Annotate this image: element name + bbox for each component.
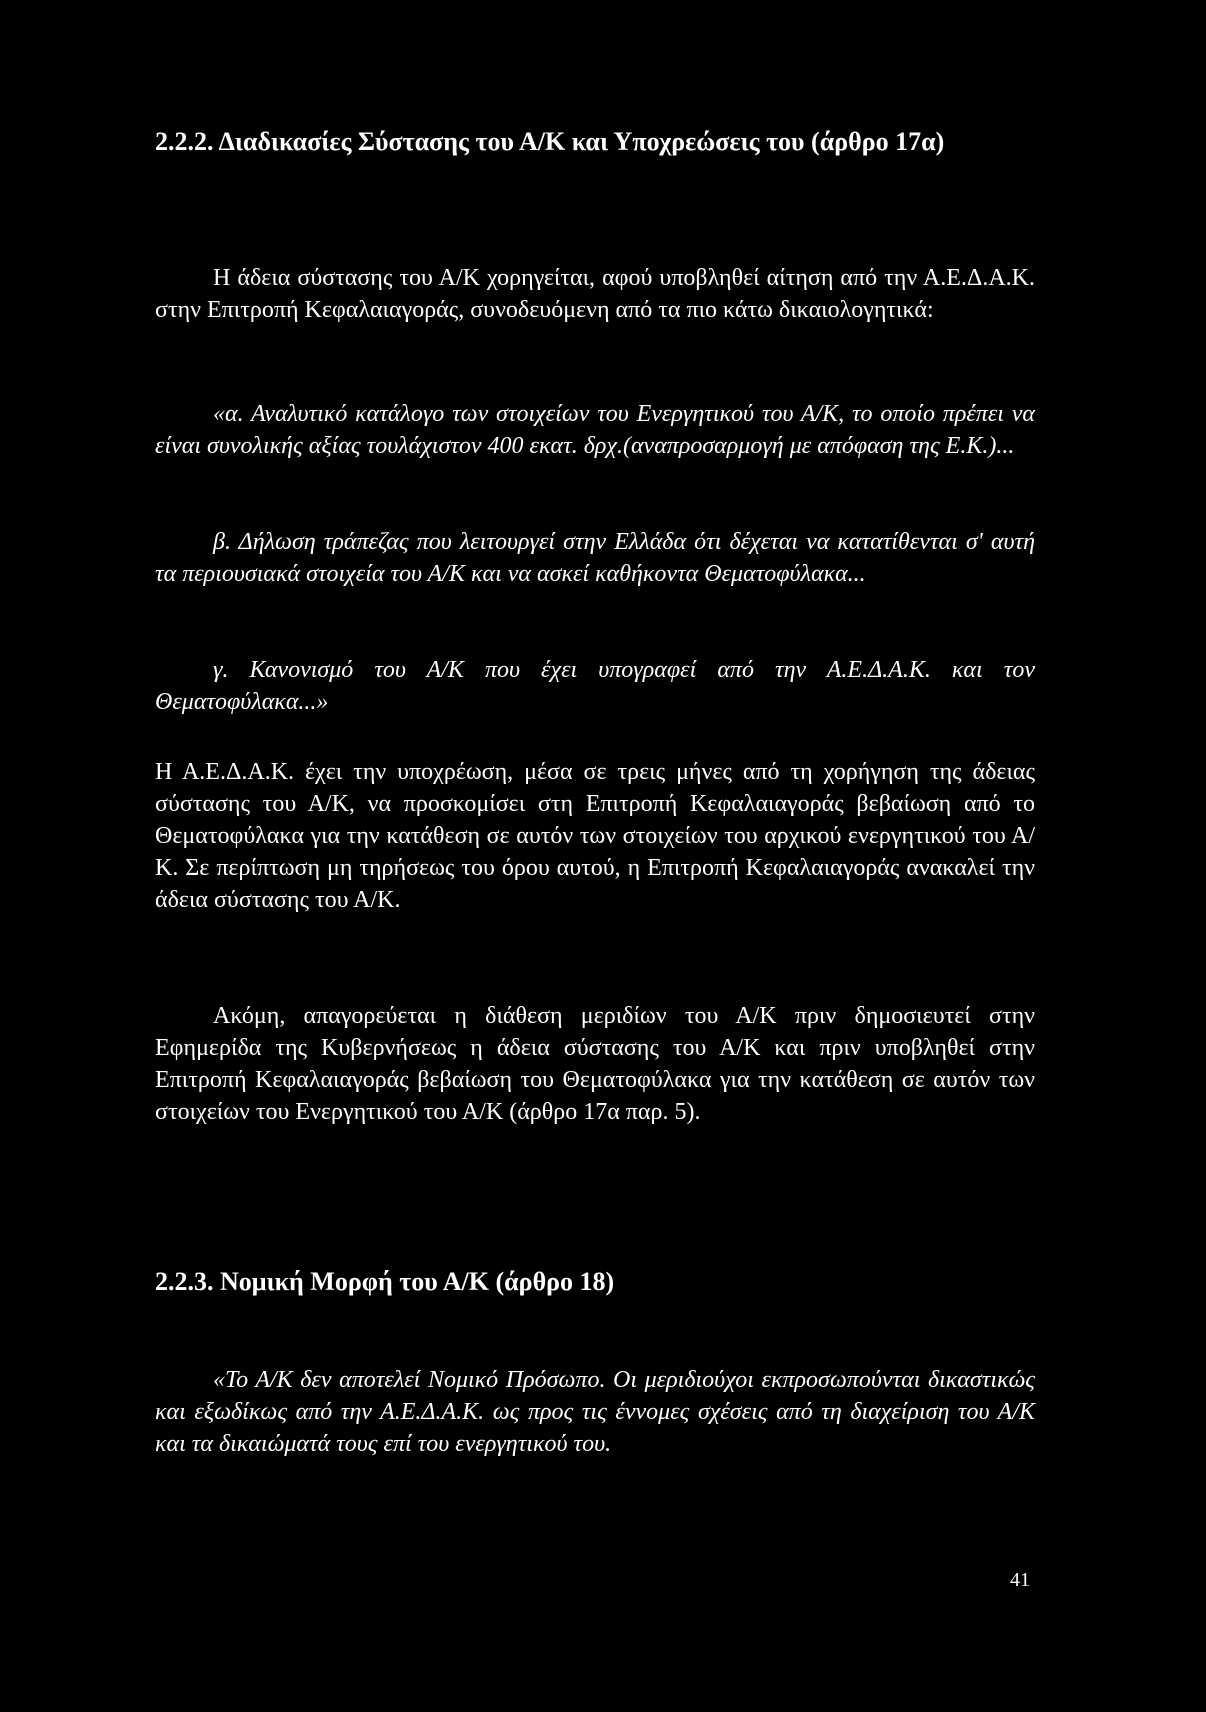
obligation-paragraph: Η Α.Ε.Δ.Α.Κ. έχει την υποχρέωση, μέσα σε τρεις μήνες από τη χορήγηση της άδειας σύστασης του Α/Κ, να προσκομίσει στη Επιτροπή Κεφαλαιαγοράς βεβαίωση από το Θεματοφύλακα για την κατάθεση σε αυτόν των στοιχείων του αρχικού ενεργητικού του Α/Κ. Σε περίπτωση μη τηρήσεως του όρου αυτού, η Επιτροπή Κεφαλαιαγοράς ανακαλεί την άδεια σύστασης του Α/Κ. xyxy=(155,759,1035,913)
prohibition-paragraph: Ακόμη, απαγορεύεται η διάθεση μεριδίων του Α/Κ πριν δημοσιευτεί στην Εφημερίδα της Κυβερνήσεως η άδεια σύστασης του Α/Κ και πριν υποβληθεί στην Επιτροπή Κεφαλαιαγοράς βεβαίωση του Θεματοφύλακα για την κατάθεση σε αυτόν των στοιχείων του Ενεργητικού του Α/Κ (άρθρο 17α παρ. 5). xyxy=(155,1003,1035,1125)
list-item-b: β. Δήλωση τράπεζας που λειτουργεί στην Ελλάδα ότι δέχεται να κατατίθενται σ' αυτή τα περιουσιακά στοιχεία του Α/Κ και να ασκεί καθήκοντα Θεματοφύλακα... xyxy=(155,529,1035,587)
section-heading-2-2-3: 2.2.3. Νομική Μορφή του Α/Κ (άρθρο 18) xyxy=(155,1267,615,1296)
list-item-c: γ. Κανονισμό του Α/Κ που έχει υπογραφεί από την Α.Ε.Δ.Α.Κ. και τον Θεματοφύλακα...» xyxy=(155,657,1035,715)
section-heading-2-2-2: 2.2.2. Διαδικασίες Σύστασης του Α/Κ και Υποχρεώσεις του (άρθρο 17α) xyxy=(155,127,945,156)
page-number: 41 xyxy=(1010,1569,1030,1591)
list-item-a: «α. Αναλυτικό κατάλογο των στοιχείων του Ενεργητικού του Α/Κ, το οποίο πρέπει να είναι συνολικής αξίας τουλάχιστον 400 εκατ. δρχ.(αναπροσαρμογή με απόφαση της Ε.Κ.)... xyxy=(155,401,1035,459)
legal-form-quote: «Το Α/Κ δεν αποτελεί Νομικό Πρόσωπο. Οι μεριδιούχοι εκπροσωπούνται δικαστικώς και εξωδίκως από την Α.Ε.Δ.Α.Κ. ως προς τις έννομες σχέσεις από τη διαχείριση του Α/Κ και τα δικαιώματά τους επί του ενεργητικού του. xyxy=(155,1367,1035,1457)
intro-paragraph: Η άδεια σύστασης του Α/Κ χορηγείται, αφού υποβληθεί αίτηση από την Α.Ε.Δ.Α.Κ. στην Επιτροπή Κεφαλαιαγοράς, συνοδευόμενη από τα πιο κάτω δικαιολογητικά: xyxy=(155,265,1035,323)
